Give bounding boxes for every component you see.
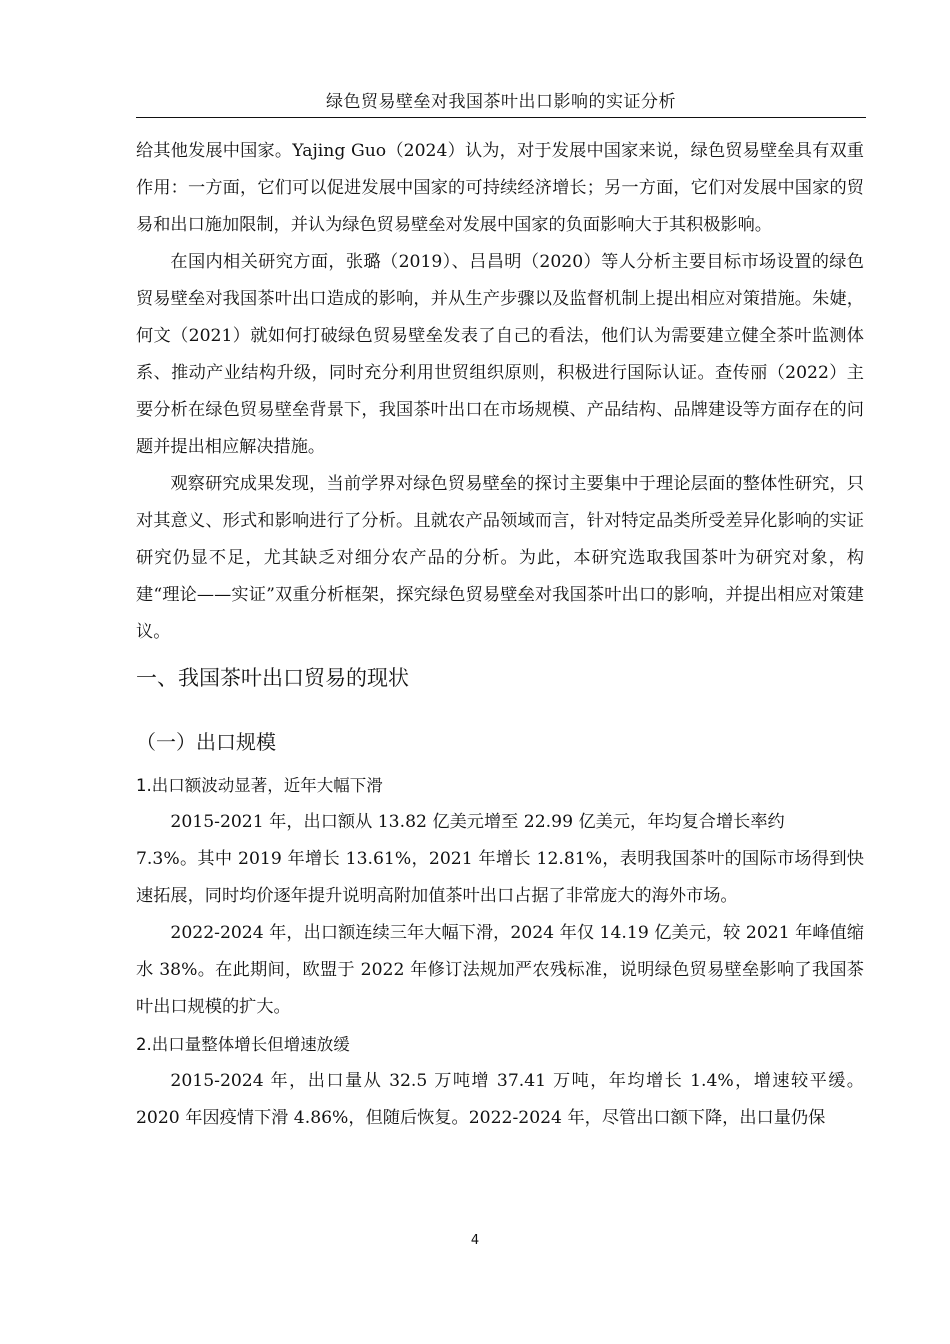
running-header: 绿色贸易壁垒对我国茶叶出口影响的实证分析 — [326, 92, 676, 112]
section-heading: 一、我国茶叶出口贸易的现状 — [136, 666, 409, 690]
body-text — [136, 133, 864, 1137]
header-rule — [136, 117, 866, 118]
subsubsection-heading-export-volume: 2.出口量整体增长但增速放缓 — [136, 1035, 350, 1054]
paragraph-export-decline: 2022-2024 年，出口额连续三年大幅下滑，2024 年仅 14.19 亿美元，较 2021 年峰值缩水 38%。在此期间，欧盟于 2022 年修订法规加严农残标准，说明绿色贸易壁垒影响了我国茶叶出口规模的扩大。 — [136, 923, 864, 1017]
page-number: 4 — [470, 1233, 480, 1248]
paragraph-domestic-research: 在国内相关研究方面，张璐（2019）、吕昌明（2020）等人分析主要目标市场设置的绿色贸易壁垒对我国茶叶出口造成的影响，并从生产步骤以及监督机制上提出相应对策措施。朱婕，何文（2021）就如何打破绿色贸易壁垒发表了自己的看法，他们认为需要建立健全茶叶监测体系、推动产业结构升级，同时充分利用世贸组织原则，积极进行国际认证。查传丽（2022）主要分析在绿色贸易壁垒背景下，我国茶叶出口在市场规模、产品结构、品牌建设等方面存在的问题并提出相应解决措施。 — [136, 252, 864, 457]
subsection-heading: （一）出口规模 — [136, 730, 276, 754]
subsubsection-heading-export-value: 1.出口额波动显著，近年大幅下滑 — [136, 776, 383, 795]
paragraph-research-observation: 观察研究成果发现，当前学界对绿色贸易壁垒的探讨主要集中于理论层面的整体性研究，只对其意义、形式和影响进行了分析。且就农产品领域而言，针对特定品类所受差异化影响的实证研究仍显不足，尤其缺乏对细分农产品的分析。为此，本研究选取我国茶叶为研究对象，构建“理论——实证”双重分析框架，探究绿色贸易壁垒对我国茶叶出口的影响，并提出相应对策建议。 — [136, 474, 864, 642]
paragraph-continued: 给其他发展中国家。Yajing Guo（2024）认为，对于发展中国家来说，绿色贸易壁垒具有双重作用：一方面，它们可以促进发展中国家的可持续经济增长；另一方面，它们对发展中国家的贸易和出口施加限制，并认为绿色贸易壁垒对发展中国家的负面影响大于其积极影响。 — [136, 141, 864, 235]
paragraph-export-volume: 2015-2024 年，出口量从 32.5 万吨增 37.41 万吨，年均增长 1.4%，增速较平缓。2020 年因疫情下滑 4.86%，但随后恢复。2022-2024 年，尽管出口额下降，出口量仍保 — [136, 1071, 864, 1128]
paragraph-export-value-line1: 2015-2021 年，出口额从 13.82 亿美元增至 22.99 亿美元，年均复合增长率约 — [170, 812, 785, 832]
paragraph-export-value-rest: 7.3%。其中 2019 年增长 13.61%，2021 年增长 12.81%，表明我国茶叶的国际市场得到快速拓展，同时均价逐年提升说明高附加值茶叶出口占据了非常庞大的海外市场。 — [136, 849, 864, 906]
